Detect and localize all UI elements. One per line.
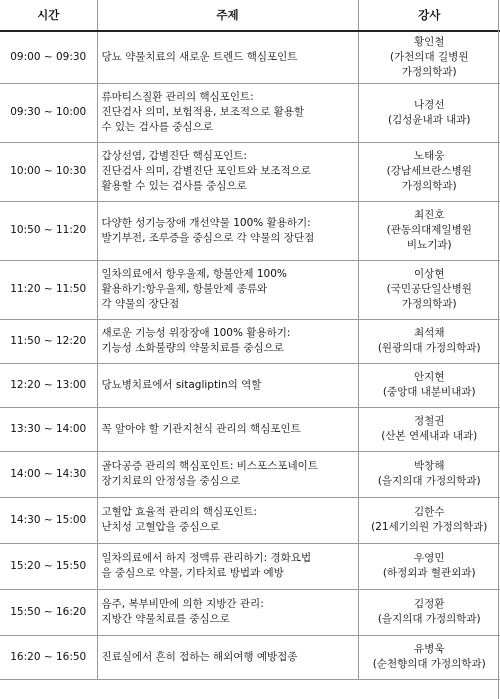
speaker-cell — [358, 451, 500, 497]
time-cell: 09:30 ~ 10:00 — [0, 83, 97, 142]
table-row — [0, 142, 500, 201]
time-cell: 15:20 ~ 15:50 — [0, 543, 97, 589]
speaker-cell — [358, 201, 500, 260]
speaker-cell — [358, 83, 500, 142]
speaker-name: 최석채 — [414, 327, 445, 339]
time-cell: 16:20 ~ 16:50 — [0, 635, 97, 679]
topic-cell: 골다공증 관리의 핵심포인트: 비스포스포네이트 장기치료의 안정성을 중심으로 — [97, 451, 358, 497]
speaker-cell — [358, 407, 500, 451]
time-cell: 14:00 ~ 14:30 — [0, 451, 97, 497]
table-row — [0, 201, 500, 260]
time-cell: 09:00 ~ 09:30 — [0, 31, 97, 83]
topic-cell: 갑상선염, 갑별진단 핵심포인트: 진단검사 의미, 감별진단 포인트와 보조적으로 활용할 수 있는 검사를 중심으로 — [97, 142, 358, 201]
time-cell: 15:50 ~ 16:20 — [0, 589, 97, 635]
speaker-name: 정철권 — [414, 415, 445, 427]
speaker-name: 황인철 — [414, 35, 445, 48]
time-cell: 11:20 ~ 11:50 — [0, 260, 97, 319]
topic-cell: 당뇨 약물치료의 새로운 트렌드 핵심포인트 — [97, 31, 358, 83]
speaker-affiliation: (을지의대 가정의학과) — [377, 613, 481, 625]
topic-cell: 새로운 기능성 위장장애 100% 활용하기: 기능성 소화불량의 약물치료를 중심으로 — [97, 319, 358, 363]
header-time: 시간 — [0, 0, 97, 31]
speaker-cell — [358, 363, 500, 407]
speaker-name: 박창해 — [414, 460, 445, 472]
speaker-name: 김정환 — [414, 598, 445, 610]
speaker-name: 나경선 — [414, 98, 445, 111]
right-border — [498, 0, 499, 699]
speaker-affiliation: (김성윤내과 내과) — [387, 113, 471, 126]
speaker-affiliation: 가정의학과) — [401, 180, 457, 192]
speaker-affiliation: (중앙대 내분비내과) — [382, 386, 476, 398]
speaker-affiliation: (강남세브란스병원 — [386, 165, 472, 177]
table-row — [0, 543, 500, 589]
speaker-cell — [358, 635, 500, 679]
speaker-name: 우영민 — [414, 552, 445, 564]
speaker-name: 노태웅 — [414, 150, 445, 162]
speaker-affiliation: 가정의학과) — [401, 65, 457, 78]
table-row — [0, 319, 500, 363]
header-speaker: 강사 — [358, 0, 500, 31]
topic-cell: 당뇨병치료에서 sitagliptin의 역할 — [97, 363, 358, 407]
speaker-affiliation: 비뇨기과) — [406, 239, 452, 251]
speaker-name: 최진호 — [414, 209, 445, 221]
speaker-affiliation: (관동의대제일병원 — [386, 224, 472, 236]
speaker-cell — [358, 31, 500, 83]
topic-cell: 류마티스질환 관리의 핵심포인트: 진단검사 의미, 보험적용, 보조적으로 활용할 수 있는 검사를 중심으로 — [97, 83, 358, 142]
time-cell: 10:00 ~ 10:30 — [0, 142, 97, 201]
time-cell: 10:50 ~ 11:20 — [0, 201, 97, 260]
header-row — [0, 0, 500, 31]
time-cell: 11:50 ~ 12:20 — [0, 319, 97, 363]
topic-cell: 고혈압 효율적 관리의 핵심포인트: 난치성 고혈압을 중심으로 — [97, 497, 358, 543]
speaker-affiliation: (가천의대 길병원 — [390, 50, 469, 63]
topic-cell: 진료실에서 흔히 접하는 해외여행 예방접종 — [97, 635, 358, 679]
speaker-cell — [358, 260, 500, 319]
time-cell: 12:20 ~ 13:00 — [0, 363, 97, 407]
speaker-cell — [358, 589, 500, 635]
speaker-affiliation: (을지의대 가정의학과) — [377, 475, 481, 487]
table-row — [0, 83, 500, 142]
topic-cell: 꼭 알아야 할 기관지천식 관리의 핵심포인트 — [97, 407, 358, 451]
speaker-affiliation: (하정외과 혈관외과) — [382, 567, 476, 579]
topic-cell: 일차의료에서 항우울제, 항불안제 100% 활용하기:항우울제, 항불안제 종류와 각 약물의 장단점 — [97, 260, 358, 319]
speaker-name: 안지현 — [414, 371, 445, 383]
table-row — [0, 407, 500, 451]
table-row — [0, 31, 500, 83]
speaker-affiliation: (순천향의대 가정의학과) — [372, 658, 486, 670]
speaker-name: 유병욱 — [414, 643, 445, 655]
speaker-affiliation: 가정의학과) — [401, 298, 457, 310]
table-row — [0, 497, 500, 543]
table-row — [0, 363, 500, 407]
topic-cell: 음주, 복부비만에 의한 지방간 관리: 지방간 약물치료를 중심으로 — [97, 589, 358, 635]
table-row — [0, 635, 500, 679]
time-cell: 13:30 ~ 14:00 — [0, 407, 97, 451]
speaker-name: 이상현 — [414, 268, 445, 280]
speaker-affiliation: (국민공단일산병원 — [386, 283, 472, 295]
speaker-affiliation: (원광의대 가정의학과) — [377, 342, 481, 354]
topic-cell: 다양한 성기능장애 개선약물 100% 활용하기: 발기부전, 조루증을 중심으로 각 약물의 장단점 — [97, 201, 358, 260]
table-row — [0, 451, 500, 497]
table-row — [0, 260, 500, 319]
speaker-cell — [358, 497, 500, 543]
speaker-cell — [358, 543, 500, 589]
header-topic: 주제 — [97, 0, 358, 31]
time-cell: 14:30 ~ 15:00 — [0, 497, 97, 543]
speaker-name: 김한수 — [414, 506, 445, 518]
speaker-affiliation: (21세기의원 가정의학과) — [371, 521, 488, 533]
speaker-affiliation: (산본 연세내과 내과) — [381, 430, 478, 442]
table-row — [0, 589, 500, 635]
topic-cell: 일차의료에서 하지 정맥류 관리하기: 경화요법 을 중심으로 약물, 기타치료 방법과 예방 — [97, 543, 358, 589]
speaker-cell — [358, 319, 500, 363]
speaker-cell — [358, 142, 500, 201]
